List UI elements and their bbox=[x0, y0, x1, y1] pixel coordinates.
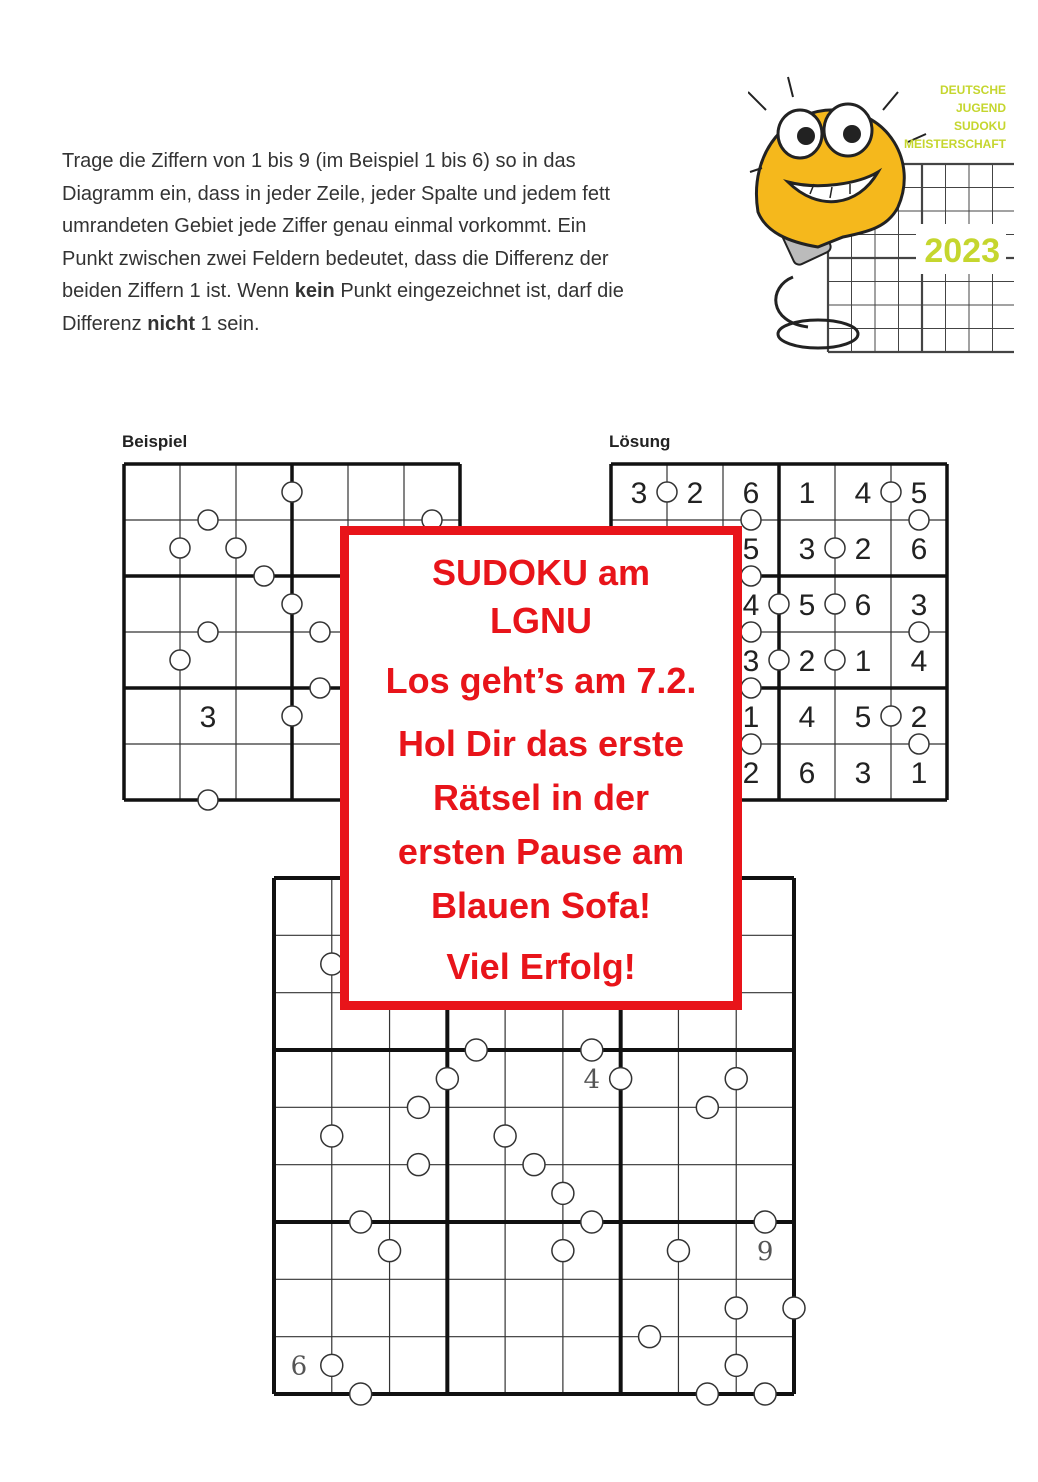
sudoku-championship-logo bbox=[748, 72, 1014, 356]
difference-dot bbox=[198, 622, 218, 642]
difference-dot bbox=[825, 594, 845, 614]
cell-digit: 5 bbox=[742, 532, 760, 566]
difference-dot bbox=[881, 706, 901, 726]
announcement-box bbox=[340, 526, 742, 1010]
announcement-line-2: LGNU bbox=[490, 600, 592, 641]
announcement-line-7: Blauen Sofa! bbox=[430, 885, 652, 926]
cell-digit: 9 bbox=[756, 1237, 774, 1268]
difference-dot bbox=[581, 1211, 603, 1233]
instructions-run: umrandeten Gebiet jede Ziffer genau einmal vorkommt. Ein bbox=[62, 215, 587, 238]
difference-dot bbox=[909, 734, 929, 754]
cell-digit: 3 bbox=[199, 700, 217, 734]
difference-dot bbox=[909, 622, 929, 642]
difference-dot bbox=[725, 1297, 747, 1319]
difference-dot bbox=[523, 1154, 545, 1176]
instructions-run: Trage die Ziffern von 1 bis 9 (im Beispiel 1 bis 6) so in das bbox=[62, 150, 576, 172]
difference-dot bbox=[825, 650, 845, 670]
difference-dot bbox=[198, 510, 218, 530]
difference-dot bbox=[909, 510, 929, 530]
cell-digit: 5 bbox=[798, 588, 816, 622]
cell-digit: 6 bbox=[798, 756, 816, 790]
difference-dot bbox=[881, 482, 901, 502]
announcement-line-5: Rätsel in der bbox=[432, 777, 650, 818]
announcement-line-6: ersten Pause am bbox=[397, 831, 685, 872]
cell-digit: 3 bbox=[798, 532, 816, 566]
instructions-run: nicht bbox=[147, 312, 196, 335]
cell-digit: 2 bbox=[742, 756, 760, 790]
cell-digit: 6 bbox=[290, 1351, 308, 1382]
difference-dot bbox=[282, 594, 302, 614]
announcement-line-8: Viel Erfolg! bbox=[446, 946, 636, 987]
cell-digit: 3 bbox=[854, 756, 872, 790]
announcement-line-1: SUDOKU am bbox=[431, 552, 651, 593]
difference-dot bbox=[741, 566, 761, 586]
difference-dot bbox=[350, 1211, 372, 1233]
difference-dot bbox=[436, 1068, 458, 1090]
cell-digit: 1 bbox=[854, 644, 872, 678]
difference-dot bbox=[552, 1182, 574, 1204]
difference-dot bbox=[321, 1354, 343, 1376]
difference-dot bbox=[741, 734, 761, 754]
cell-digit: 4 bbox=[798, 700, 816, 734]
digits bbox=[200, 701, 217, 734]
cell-digit: 4 bbox=[742, 588, 760, 622]
difference-dot bbox=[552, 1240, 574, 1262]
difference-dot bbox=[226, 538, 246, 558]
cell-digit: 5 bbox=[910, 476, 928, 510]
difference-dot bbox=[310, 622, 330, 642]
difference-dot bbox=[610, 1068, 632, 1090]
difference-dot bbox=[769, 650, 789, 670]
difference-dot bbox=[639, 1326, 661, 1348]
cell-digit: 3 bbox=[910, 588, 928, 622]
instructions-run: Punkt zwischen zwei Feldern bedeutet, dass die Differenz der bbox=[62, 247, 609, 270]
difference-dot bbox=[754, 1383, 776, 1405]
difference-dot bbox=[254, 566, 274, 586]
difference-dot bbox=[769, 594, 789, 614]
difference-dot bbox=[754, 1211, 776, 1233]
instructions-run: Diagramm ein, dass in jeder Zeile, jeder Spalte und jedem fett bbox=[62, 182, 611, 205]
solution-label: Lösung bbox=[609, 432, 671, 451]
difference-dot bbox=[725, 1068, 747, 1090]
cell-digit: 2 bbox=[910, 700, 928, 734]
difference-dot bbox=[310, 678, 330, 698]
logo-line-3: SUDOKU bbox=[953, 119, 1006, 133]
difference-dot bbox=[696, 1096, 718, 1118]
difference-dot bbox=[783, 1297, 805, 1319]
cell-digit: 6 bbox=[910, 532, 928, 566]
difference-dot bbox=[321, 1125, 343, 1147]
difference-dot bbox=[407, 1154, 429, 1176]
logo-line-4: MEISTERSCHAFT bbox=[904, 137, 1006, 151]
difference-dot bbox=[667, 1240, 689, 1262]
logo-line-1: DEUTSCHE bbox=[939, 83, 1006, 97]
cell-digit: 4 bbox=[910, 644, 928, 678]
difference-dot bbox=[741, 622, 761, 642]
difference-dot bbox=[282, 706, 302, 726]
difference-dot bbox=[379, 1240, 401, 1262]
difference-dot bbox=[494, 1125, 516, 1147]
cell-digit: 4 bbox=[583, 1065, 601, 1096]
difference-dot bbox=[741, 510, 761, 530]
instructions-text bbox=[62, 145, 732, 341]
difference-dot bbox=[696, 1383, 718, 1405]
difference-dot bbox=[465, 1039, 487, 1061]
logo-year: 2023 bbox=[924, 232, 1000, 270]
difference-dot bbox=[170, 650, 190, 670]
logo-line-2: JUGEND bbox=[955, 101, 1006, 115]
instructions-run: kein bbox=[294, 280, 335, 303]
cell-digit: 2 bbox=[798, 644, 816, 678]
instructions-run: beiden Ziffern 1 ist. Wenn bbox=[62, 280, 295, 303]
difference-dot bbox=[282, 482, 302, 502]
difference-dot bbox=[657, 482, 677, 502]
cell-digit: 1 bbox=[798, 476, 816, 510]
difference-dot bbox=[350, 1383, 372, 1405]
cell-digit: 5 bbox=[854, 700, 872, 734]
cell-digit: 4 bbox=[854, 476, 872, 510]
difference-dot bbox=[741, 678, 761, 698]
difference-dot bbox=[407, 1096, 429, 1118]
cell-digit: 1 bbox=[910, 756, 928, 790]
lightbulb-mascot-icon bbox=[748, 77, 926, 348]
difference-dot bbox=[170, 538, 190, 558]
cell-digit: 2 bbox=[854, 532, 872, 566]
cell-digit: 3 bbox=[742, 644, 760, 678]
announcement-line-4: Hol Dir das erste bbox=[397, 723, 685, 764]
cell-digit: 3 bbox=[630, 476, 648, 510]
difference-dot bbox=[725, 1354, 747, 1376]
difference-dot bbox=[825, 538, 845, 558]
instructions-run: Punkt eingezeichnet ist, darf die bbox=[334, 280, 624, 303]
announcement-line-3: Los geht’s am 7.2. bbox=[385, 660, 697, 701]
cell-digit: 6 bbox=[742, 476, 760, 510]
cell-digit: 1 bbox=[742, 700, 760, 734]
instructions-run: Differenz bbox=[62, 312, 148, 335]
difference-dot bbox=[198, 790, 218, 810]
instructions-run: 1 sein. bbox=[195, 312, 260, 335]
difference-dot bbox=[581, 1039, 603, 1061]
cell-digit: 2 bbox=[686, 476, 704, 510]
example-label: Beispiel bbox=[122, 432, 188, 451]
cell-digit: 6 bbox=[854, 588, 872, 622]
